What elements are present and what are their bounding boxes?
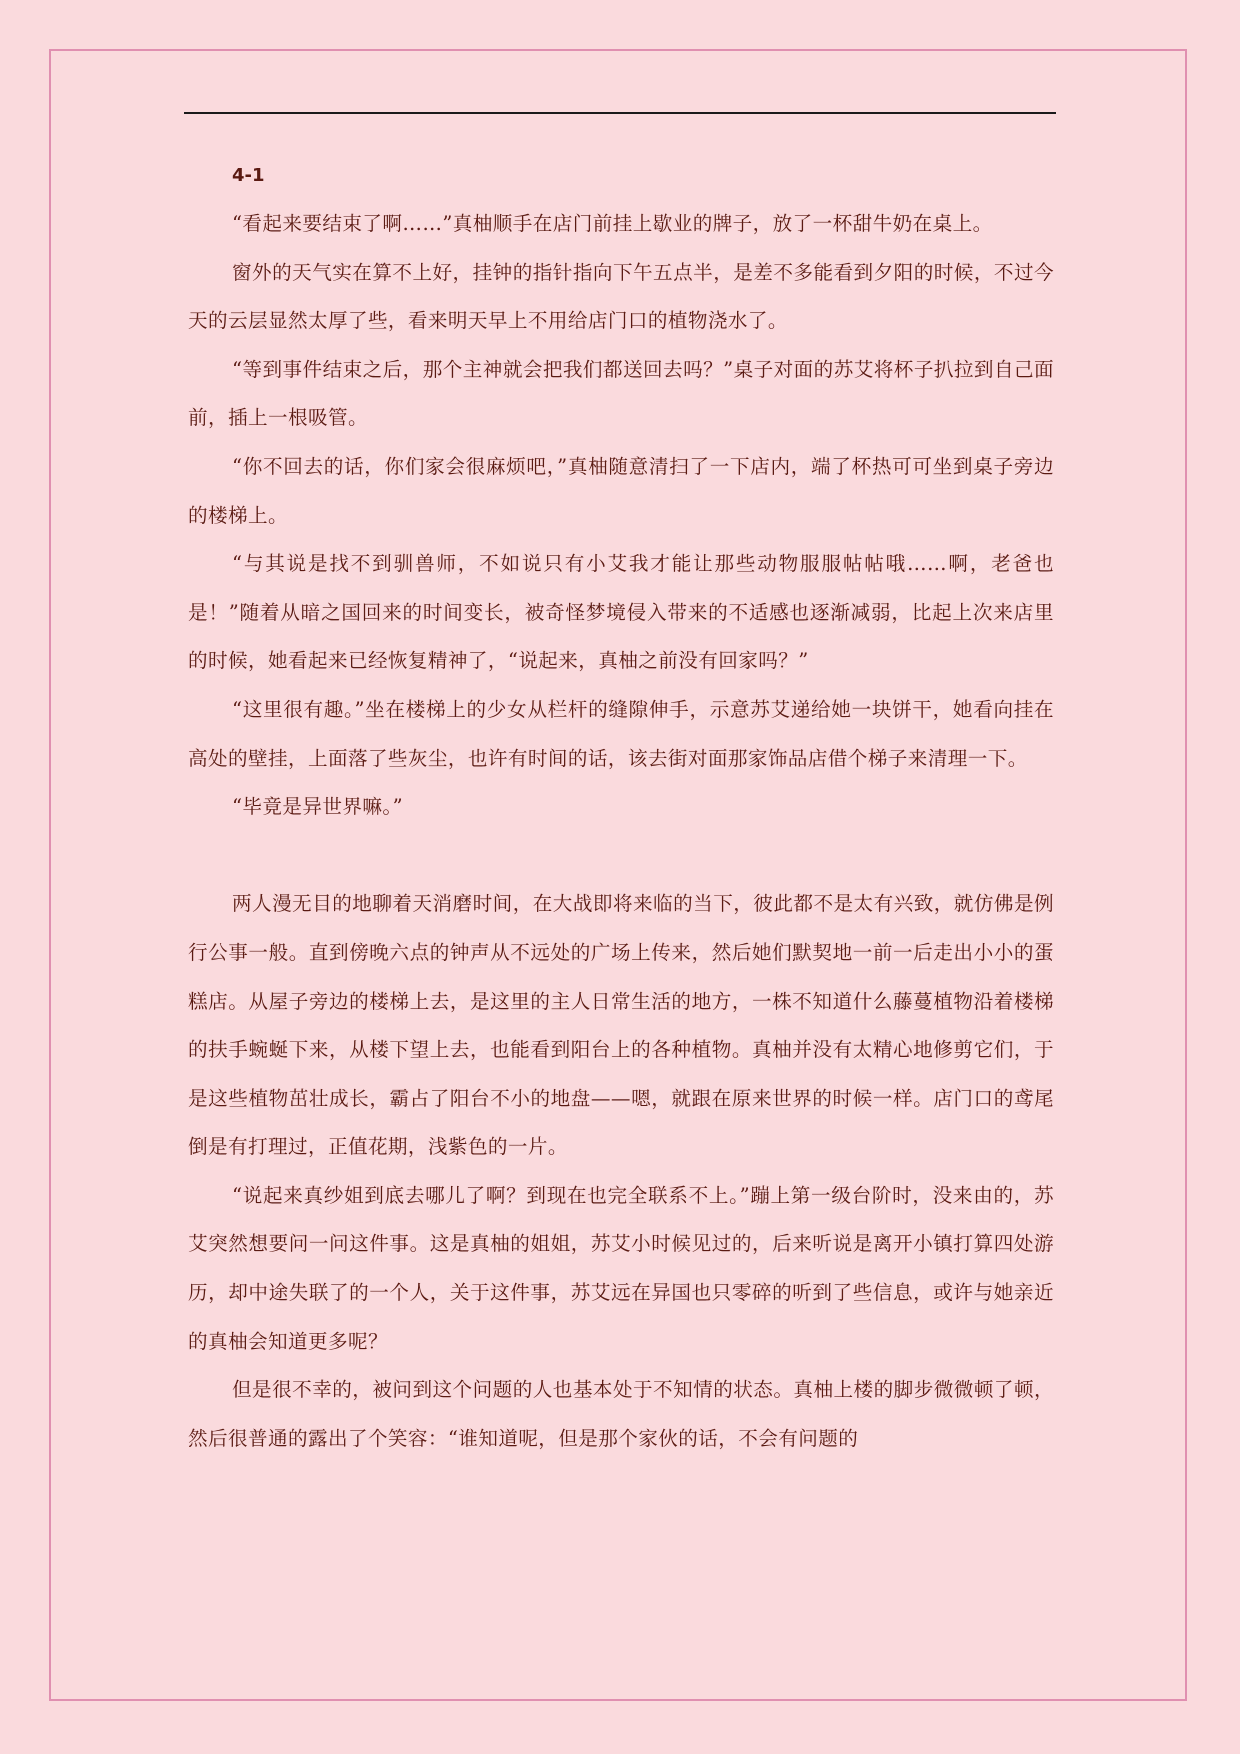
paragraph: 两人漫无目的地聊着天消磨时间，在大战即将来临的当下，彼此都不是太有兴致，就仿佛是例行公事一般。直到傍晚六点的钟声从不远处的广场上传来，然后她们默契地一前一后走出小小的蛋糕店。从屋子旁边的楼梯上去，是这里的主人日常生活的地方，一株不知道什么藤蔓植物沿着楼梯的扶手蜿蜒下来，从楼下望上去，也能看到阳台上的各种植物。真柚并没有太精心地修剪它们，于是这些植物茁壮成长，霸占了阳台不小的地盘——嗯，就跟在原来世界的时候一样。店门口的鸢尾倒是有打理过，正值花期，浅紫色的一片。 (188, 892, 1054, 1159)
paragraph: “看起来要结束了啊……”真柚顺手在店门前挂上歇业的牌子，放了一杯甜牛奶在桌上。 (232, 212, 993, 235)
paragraph: “说起来真纱姐到底去哪儿了啊？到现在也完全联系不上。”蹦上第一级台阶时，没来由的，苏艾突然想要问一问这件事。这是真柚的姐姐，苏艾小时候见过的，后来听说是离开小镇打算四处游历，却中途失联了的一个人，关于这件事，苏艾远在异国也只零碎的听到了些信息，或许与她亲近的真柚会知道更多呢？ (188, 1183, 1054, 1353)
header-divider (184, 112, 1056, 114)
document-body (188, 152, 1054, 1463)
section-break (188, 832, 1054, 881)
chapter-heading: 4-1 (232, 165, 265, 186)
paragraph: 但是很不幸的，被问到这个问题的人也基本处于不知情的状态。真柚上楼的脚步微微顿了顿，然后很普通的露出了个笑容：“谁知道呢，但是那个家伙的话，不会有问题的 (188, 1378, 1054, 1450)
paragraph: “毕竟是异世界嘛。” (232, 795, 403, 819)
paragraph: “等到事件结束之后，那个主神就会把我们都送回去吗？”桌子对面的苏艾将杯子扒拉到自己面前，插上一根吸管。 (188, 357, 1054, 430)
paragraph: “这里很有趣。”坐在楼梯上的少女从栏杆的缝隙伸手，示意苏艾递给她一块饼干，她看向挂在高处的壁挂，上面落了些灰尘，也许有时间的话，该去街对面那家饰品店借个梯子来清理一下。 (188, 697, 1054, 770)
paragraph: “与其说是找不到驯兽师，不如说只有小艾我才能让那些动物服服帖帖哦……啊，老爸也是！”随着从暗之国回来的时间变长，被奇怪梦境侵入带来的不适感也逐渐减弱，比起上次来店里的时候，她看起来已经恢复精神了，“说起来，真柚之前没有回家吗？” (188, 552, 1054, 673)
paragraph: “你不回去的话，你们家会很麻烦吧，”真柚随意清扫了一下店内，端了杯热可可坐到桌子旁边的楼梯上。 (188, 454, 1054, 527)
paragraph: 窗外的天气实在算不上好，挂钟的指针指向下午五点半，是差不多能看到夕阳的时候，不过今天的云层显然太厚了些，看来明天早上不用给店门口的植物浇水了。 (188, 260, 1054, 333)
